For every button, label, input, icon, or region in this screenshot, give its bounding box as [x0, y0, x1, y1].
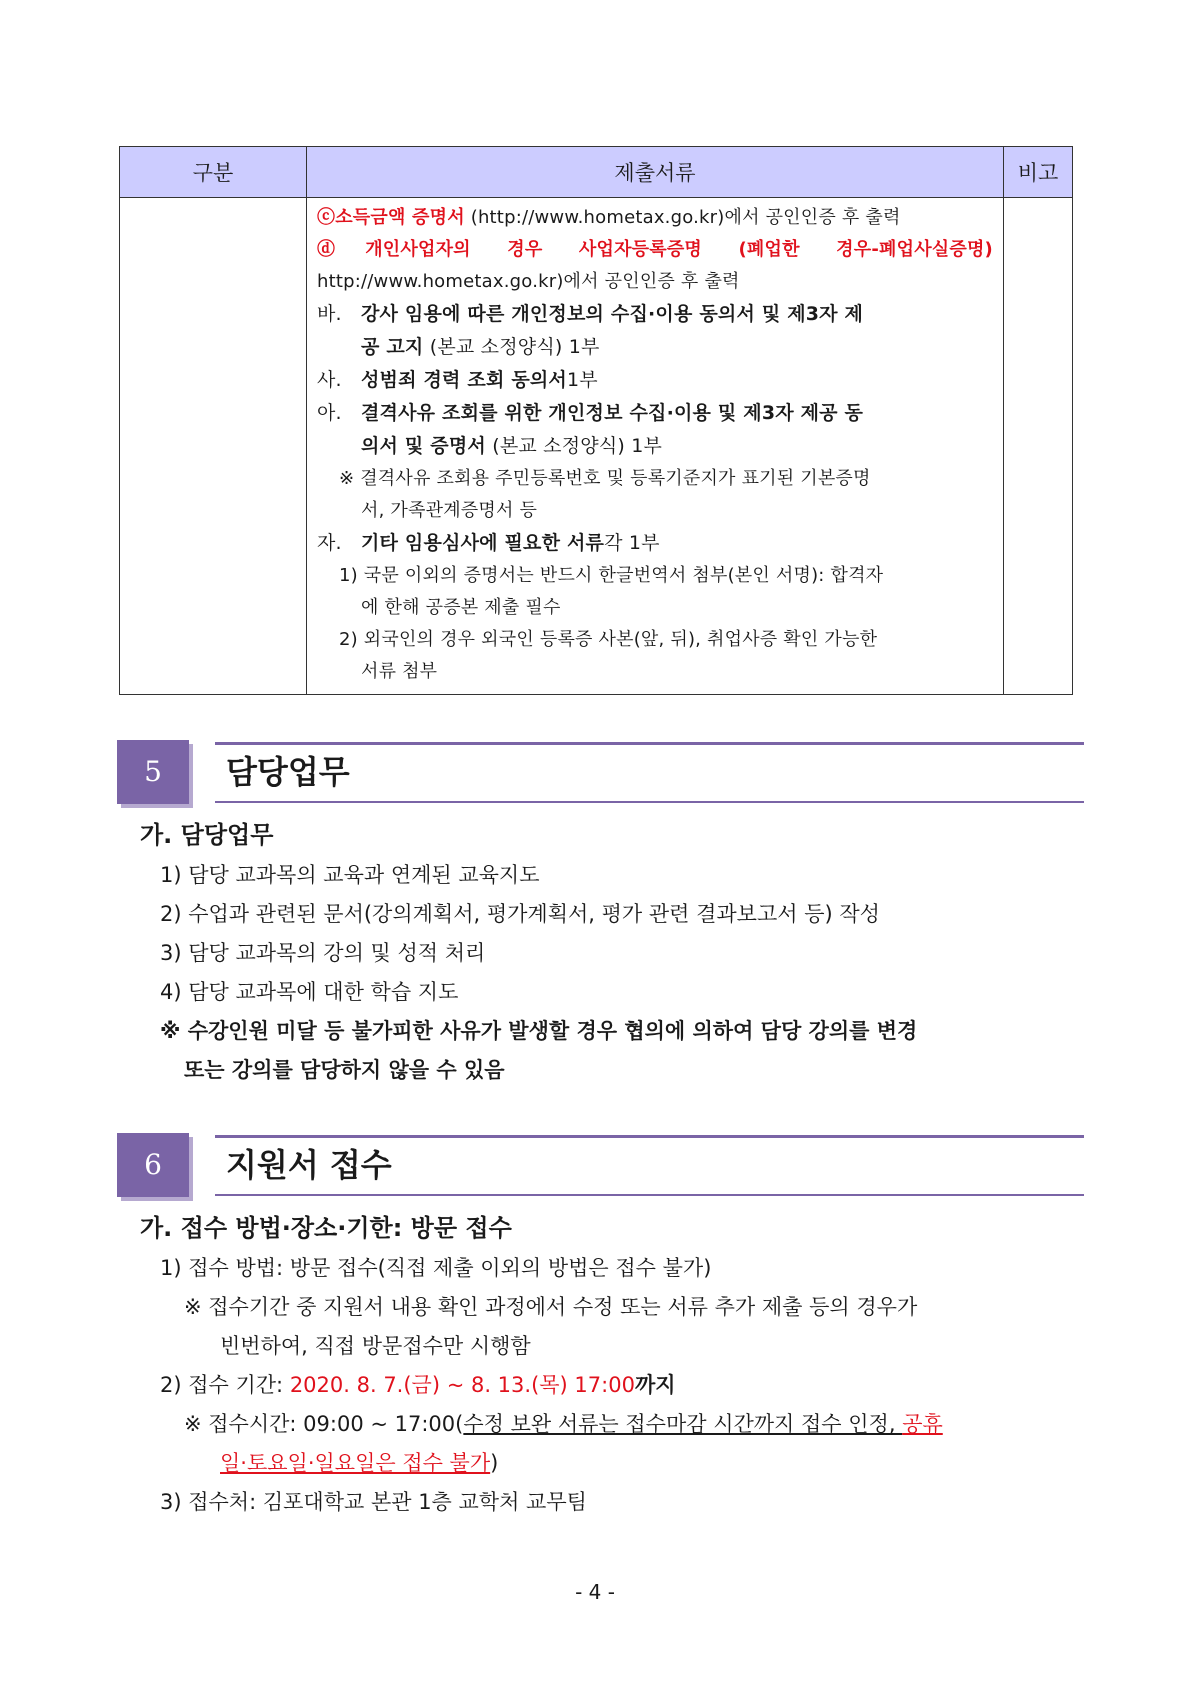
section-title: 담당업무 [226, 753, 350, 791]
category-cell [120, 198, 307, 695]
line-business-cert: ⓓ개인사업자의 경우 사업자등록증명 (폐업한 경우-폐업사실증명) [317, 239, 993, 260]
note-hours: ※ 접수시간: 09:00 ~ 17:00(수정 보완 서류는 접수마감 시간까지 접수 인정, 공휴 [184, 1412, 943, 1436]
page-number: - 4 - [575, 1580, 615, 1604]
header-documents: 제출서류 [307, 147, 1004, 198]
line-ja: 자. 기타 임용심사에 필요한 서류 각 1부 [317, 532, 660, 554]
divider [215, 742, 1084, 745]
line-note1: ※ 결격사유 조회용 주민등록번호 및 등록기준지가 표기된 기본증명 [339, 468, 871, 489]
section-5-heading [117, 740, 1084, 804]
table-row [120, 198, 1073, 695]
line-ja-1-2: 에 한해 공증본 제출 필수 [361, 597, 561, 618]
section-number: 6 [117, 1133, 189, 1197]
line-ja-2-2: 서류 첨부 [361, 661, 438, 682]
note-continued: 또는 강의를 담당하지 않을 수 있음 [184, 1058, 505, 1082]
section-5-body [140, 814, 1084, 1090]
remarks-cell [1004, 198, 1073, 695]
line-ba: 바. 강사 임용에 따른 개인정보의 수집·이용 동의서 및 제3자 제 [317, 303, 864, 325]
table-header-row [120, 147, 1073, 198]
subheading: 가. 담당업무 [140, 821, 274, 849]
section-title: 지원서 접수 [226, 1146, 392, 1184]
header-category: 구분 [120, 147, 307, 198]
line-sa: 사. 성범죄 경력 조회 동의서 1부 [317, 369, 598, 391]
line-ja-1: 1) 국문 이외의 증명서는 반드시 한글번역서 첨부(본인 서명): 합격자 [339, 565, 884, 586]
documents-cell [307, 198, 1004, 695]
note: ※ 수강인원 미달 등 불가피한 사유가 발생할 경우 협의에 의하여 담당 강의를 변경 [160, 1019, 918, 1043]
line-business-cert-2: http://www.hometax.go.kr)에서 공인인증 후 출력 [317, 271, 740, 292]
line-ba-2: 공 고지 (본교 소정양식) 1부 [361, 336, 600, 358]
divider [215, 801, 1084, 803]
divider [215, 1135, 1084, 1138]
header-remarks: 비고 [1004, 147, 1073, 198]
list-item: 4) 담당 교과목에 대한 학습 지도 [160, 980, 459, 1004]
list-item: 3) 담당 교과목의 강의 및 성적 처리 [160, 941, 486, 965]
line-a: 아. 결격사유 조회를 위한 개인정보 수집·이용 및 제3자 제공 동 [317, 402, 864, 424]
divider [215, 1194, 1084, 1196]
subheading: 가. 접수 방법·장소·기한: 방문 접수 [140, 1214, 512, 1242]
note-hours-continued: 일·토요일·일요일은 접수 불가) [220, 1451, 499, 1475]
note: ※ 접수기간 중 지원서 내용 확인 과정에서 수정 또는 서류 추가 제출 등의 경우가 [184, 1295, 918, 1319]
list-item: 1) 담당 교과목의 교육과 연계된 교육지도 [160, 863, 540, 887]
line-a-2: 의서 및 증명서 (본교 소정양식) 1부 [361, 435, 663, 457]
line-note1-2: 서, 가족관계증명서 등 [361, 500, 538, 521]
list-item: 3) 접수처: 김포대학교 본관 1층 교학처 교무팀 [160, 1490, 587, 1514]
note-continued: 빈번하여, 직접 방문접수만 시행함 [220, 1334, 531, 1358]
section-6-body [140, 1207, 1084, 1522]
section-number: 5 [117, 740, 189, 804]
list-item: 1) 접수 방법: 방문 접수(직접 제출 이외의 방법은 접수 불가) [160, 1256, 712, 1280]
list-item: 2) 수업과 관련된 문서(강의계획서, 평가계획서, 평가 관련 결과보고서 등) 작성 [160, 902, 880, 926]
line-ja-2: 2) 외국인의 경우 외국인 등록증 사본(앞, 뒤), 취업사증 확인 가능한 [339, 629, 878, 650]
section-6-heading [117, 1133, 1084, 1197]
list-item-period: 2) 접수 기간: 2020. 8. 7.(금) ~ 8. 13.(목) 17:00까지 [160, 1373, 676, 1397]
line-income-cert: ⓒ소득금액 증명서 (http://www.hometax.go.kr)에서 공인인증 후 출력 [317, 207, 901, 228]
documents-table [119, 146, 1073, 695]
